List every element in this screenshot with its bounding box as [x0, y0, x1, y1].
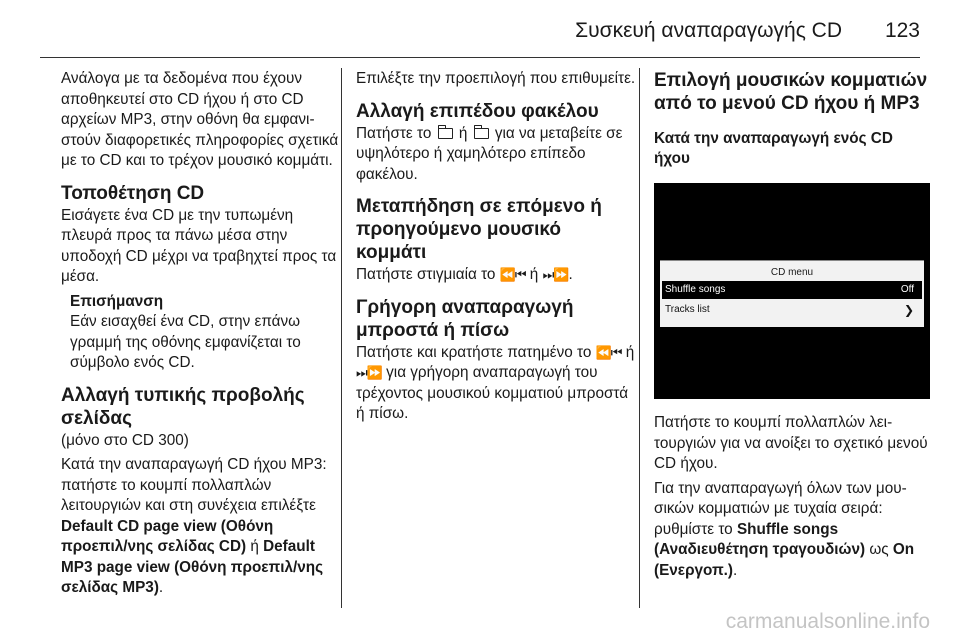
view-option-cd: Default CD page view (Οθόνη προεπιλ/νης σελίδας CD) — [61, 517, 274, 555]
view-option-mp3: Default MP3 page view (Οθόνη προεπιλ/νης σελίδας MP3) — [61, 538, 324, 596]
shuffle-on-value: On (Ενεργοπ.) — [654, 541, 915, 579]
heading-select-tracks: Επιλογή μουσικών κομματιών από το μενού CD ήχου ή MP3 — [654, 70, 928, 114]
skip-text — [356, 265, 636, 286]
heading-fast-forward: Γρήγορη αναπαραγωγή μπροστά ή πίσω — [356, 296, 574, 341]
folder-down-icon — [474, 128, 489, 139]
ff-text-a: Πατήστε και κρατήστε πατημένο το — [356, 343, 592, 361]
skip-or: ή — [529, 266, 539, 283]
shuffle-label: Shuffle songs — [665, 284, 726, 295]
display-screenshot — [654, 183, 930, 399]
rewind-icon: ⏪⏮ — [595, 344, 622, 360]
column-2 — [356, 69, 636, 429]
chevron-right-icon: ❯ — [903, 303, 914, 317]
note-title: Επισήμανση — [70, 292, 164, 310]
column-1 — [61, 69, 341, 603]
shuffle-end: . — [733, 561, 738, 579]
folder-up-icon — [438, 128, 453, 139]
continued-text: Επιλέξτε την προεπιλογή που επιθυμείτε. — [356, 70, 636, 87]
shuffle-option: Shuffle songs (Αναδιευθέτηση τραγουδιών) — [654, 520, 866, 558]
note-text: Εάν εισαχθεί ένα CD, στην επάνω γραμμή της οθόνης εμφανίζεται το σύμβολο ενός CD. — [70, 313, 301, 371]
ff-text-b: για γρήγορη αναπαραγωγή του τρέχοντος μουσικού κομματιού μπροστά ή πίσω. — [356, 364, 629, 422]
shuffle-value: Off — [900, 284, 914, 295]
next-track-icon: ⏭⏩ — [542, 267, 569, 282]
column-divider-2 — [639, 68, 640, 608]
view-end: . — [158, 579, 164, 596]
prev-track-icon: ⏪⏮ — [499, 267, 526, 282]
heading-folder-level: Αλλαγή επιπέδου φακέλου — [356, 100, 599, 122]
skip-text-a: Πατήστε στιγμιαία το — [356, 266, 496, 283]
view-text-intro: Κατά την αναπαραγωγή CD ήχου MP3: πατήστε το κουμπί πολλαπλών λειτουργιών και στη συνέχεια επιλέξτε — [61, 456, 327, 514]
watermark: carmanualsonline.info — [725, 610, 930, 633]
ff-or: ή — [625, 343, 635, 361]
folder-text-a: Πατήστε το — [356, 124, 432, 142]
shuffle-as: ως — [869, 541, 889, 558]
folder-text-b: για να μεταβείτε σε υψηλότερο ή χαμηλότερο επίπεδο φακέλου. — [356, 124, 623, 183]
heading-change-view: Αλλαγή τυπικής προβολής σελίδας — [61, 384, 305, 429]
heading-skip-track: Μεταπήδηση σε επόμενο ή προηγούμενο μουσικό κομμάτι — [356, 196, 602, 263]
tracks-list-label: Tracks list — [665, 304, 710, 315]
cd-menu-title: CD menu — [770, 267, 814, 278]
folder-or: ή — [458, 124, 468, 142]
column-3 — [654, 69, 930, 585]
ff-text — [356, 343, 636, 425]
note-block — [70, 292, 341, 374]
subheading-audio-cd: Κατά την αναπαραγωγή ενός CD ήχου — [654, 130, 893, 167]
page-header — [0, 0, 960, 58]
menu-open-text: Πατήστε το κουμπί πολλαπλών λειτουργιών για να ανοίξει το σχετικό μενού CD ήχου. — [654, 414, 928, 472]
heading-insert-cd: Τοποθέτηση CD — [61, 182, 205, 204]
page-header-title: Συσκευή αναπαραγωγής CD — [575, 19, 842, 42]
skip-end: . — [568, 266, 573, 283]
shuffle-text-a: Για την αναπαραγωγή όλων των μουσικών κομματιών με τυχαία σειρά: ρυθμίστε το — [654, 479, 907, 538]
header-divider — [40, 57, 920, 58]
menu-item-tracks-list[interactable] — [662, 301, 922, 319]
column-divider-1 — [341, 68, 342, 608]
page-number: 123 — [884, 19, 920, 42]
view-paren-text: (μόνο στο CD 300) — [61, 431, 189, 449]
cd-menu-panel — [660, 260, 924, 327]
insert-cd-text: Εισάγετε ένα CD με την τυπωμένη πλευρά προς τα πάνω μέσα στην υποδοχή CD μέχρι να τραβηχτεί προς τα μέσα. — [61, 206, 337, 285]
shuffle-text — [654, 479, 930, 582]
menu-item-shuffle[interactable] — [662, 281, 922, 299]
intro-paragraph: Ανάλογα με τα δεδομένα που έχουν αποθηκευτεί στο CD ήχου ή στο CD αρχείων MP3, στην οθόνη θα εμφανιστούν διαφορετικές πληροφορίες σχετικά με το CD και το τρέχον μουσικό κομμάτι. — [61, 70, 339, 169]
fast-forward-icon: ⏭⏩ — [356, 365, 382, 380]
folder-text — [356, 124, 636, 186]
view-text — [61, 455, 341, 599]
view-or: ή — [250, 538, 259, 555]
